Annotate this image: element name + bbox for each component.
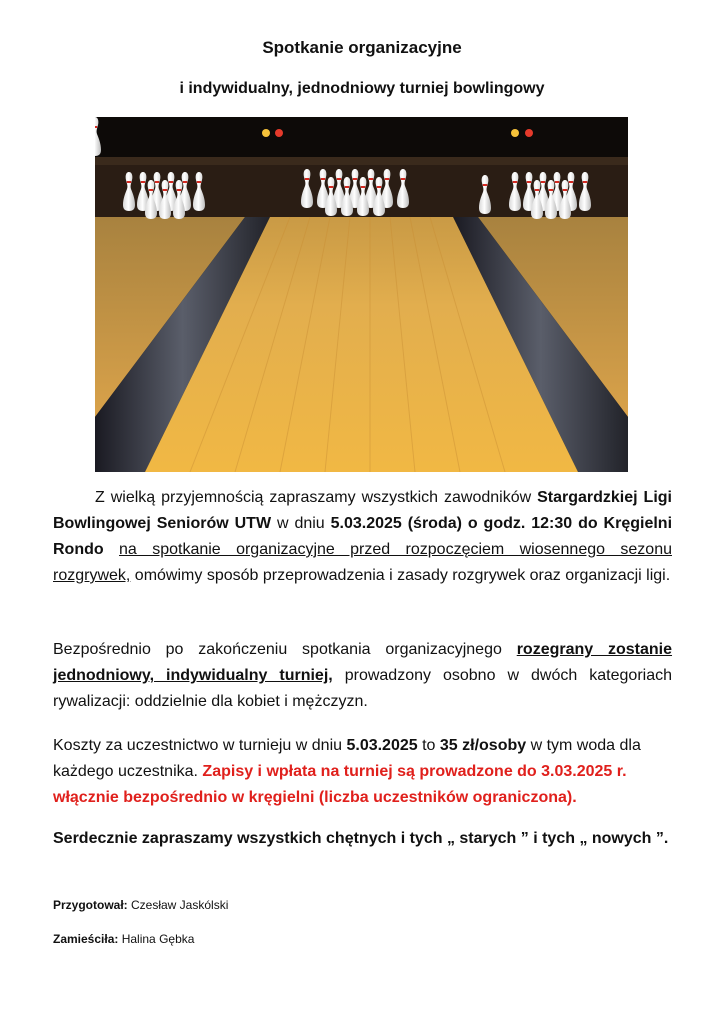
p1-text-7: omówimy sposób przeprowadzenia i zasady rozgrywek oraz organizacji ligi.: [130, 567, 671, 584]
prepared-label: Przygotował:: [53, 898, 128, 912]
posted-name: Halina Gębka: [118, 932, 195, 946]
prepared-name: Czesław Jaskólski: [127, 898, 229, 912]
p2-text-1: Bezpośrednio po zakończeniu spotkania organizacyjnego: [53, 641, 517, 658]
costs-paragraph: [53, 733, 672, 811]
meeting-date-place: 5.03.2025 (środa) o godz. 12:30 do Kręgielni Rondo: [53, 515, 673, 558]
p3-text-3: to: [417, 737, 440, 754]
fee-amount: 35 zł/osoby: [439, 737, 527, 754]
posted-by: [53, 932, 194, 946]
meeting-purpose: na spotkanie organizacyjne przed rozpoczęciem wiosennego sezonu rozgrywek,: [53, 541, 672, 584]
bowling-alley-photo: [95, 117, 628, 472]
page-title: Spotkanie organizacyjne: [262, 38, 462, 57]
tournament-paragraph: [53, 637, 672, 715]
tournament-info: rozegrany zostanie jednodniowy, indywidualny turniej,: [53, 641, 673, 684]
p2-text-3: prowadzony osobno w dwóch kategoriach rywalizacji: oddzielnie dla kobiet i mężczyzn.: [53, 667, 673, 710]
invitation-paragraph: [53, 485, 672, 589]
posted-label: Zamieściła:: [53, 932, 119, 946]
prepared-by: [53, 898, 228, 912]
p1-text-1: Z wielką przyjemnością zapraszamy wszystkich zawodników: [95, 489, 538, 506]
page-subtitle: i indywidualny, jednodniowy turniej bowlingowy: [179, 80, 545, 97]
tournament-date: 5.03.2025: [346, 737, 418, 754]
registration-notice: Zapisy i wpłata na turniej są prowadzone do 3.03.2025 r. włącznie bezpośrednio w kręgielni (liczba uczestników ograniczona).: [53, 763, 627, 806]
league-name: Stargardzkiej Ligi Bowlingowej Seniorów UTW: [53, 489, 672, 532]
p3-text-5: w tym woda dla każdego uczestnika.: [53, 737, 641, 780]
p1-text-3: w dniu: [271, 515, 331, 532]
p1-space: [104, 541, 119, 558]
closing-invitation: Serdecznie zapraszamy wszystkich chętnych i tych „ starych ” i tych „ nowych ”.: [53, 830, 669, 847]
p3-text-1: Koszty za uczestnictwo w turnieju w dniu: [53, 737, 347, 754]
